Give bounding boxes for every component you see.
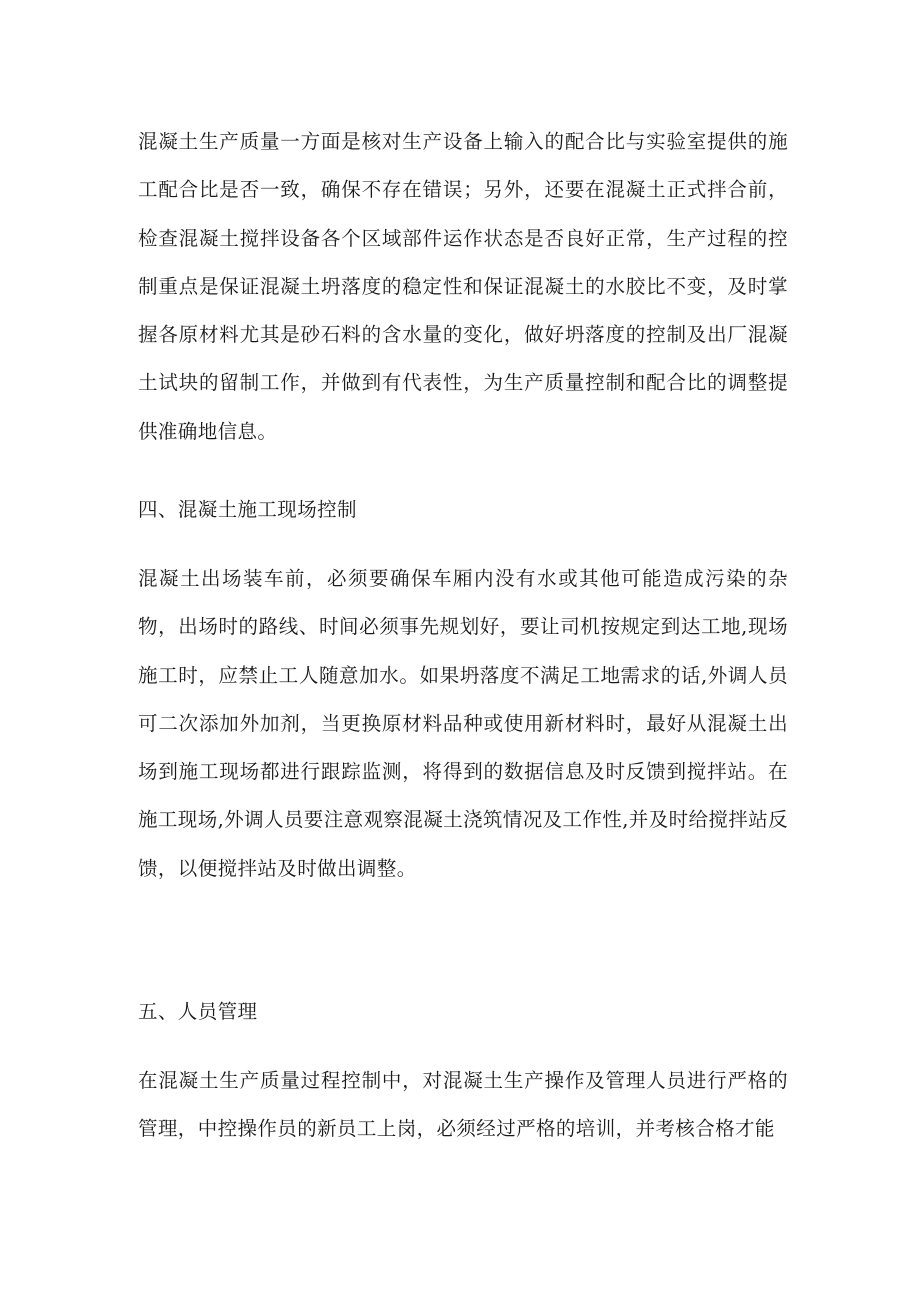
paragraph-production-quality: 混凝土生产质量一方面是核对生产设备上输入的配合比与实验室提供的施工配合比是否一致，确保不存在错误；另外，还要在混凝土正式拌合前，检查混凝土搅拌设备各个区域部件运作状态是否良好正常，生产过程的控制重点是保证混凝土坍落度的稳定性和保证混凝土的水胶比不变，及时掌握各原材料尤其是砂石料的含水量的变化，做好坍落度的控制及出厂混凝土试块的留制工作，并做到有代表性，为生产质量控制和配合比的调整提供准确地信息。 [138,130,788,443]
section-heading-site-control: 四、混凝土施工现场控制 [138,498,357,521]
paragraph-personnel: 在混凝土生产质量过程控制中，对混凝土生产操作及管理人员进行严格的管理，中控操作员的新员工上岗，必须经过严格的培训，并考核合格才能 [138,1069,788,1141]
paragraph-site-control: 混凝土出场装车前，必须要确保车厢内没有水或其他可能造成污染的杂物，出场时的路线、时间必须事先规划好，要让司机按规定到达工地,现场施工时，应禁止工人随意加水。如果坍落度不满足工地需求的话,外调人员可二次添加外加剂，当更换原材料品种或使用新材料时，最好从混凝土出场到施工现场都进行跟踪监测，将得到的数据信息及时反馈到搅拌站。在施工现场,外调人员要注意观察混凝土浇筑情况及工作性,并及时给搅拌站反馈，以便搅拌站及时做出调整。 [138,567,788,880]
section-heading-personnel: 五、人员管理 [138,1000,258,1023]
